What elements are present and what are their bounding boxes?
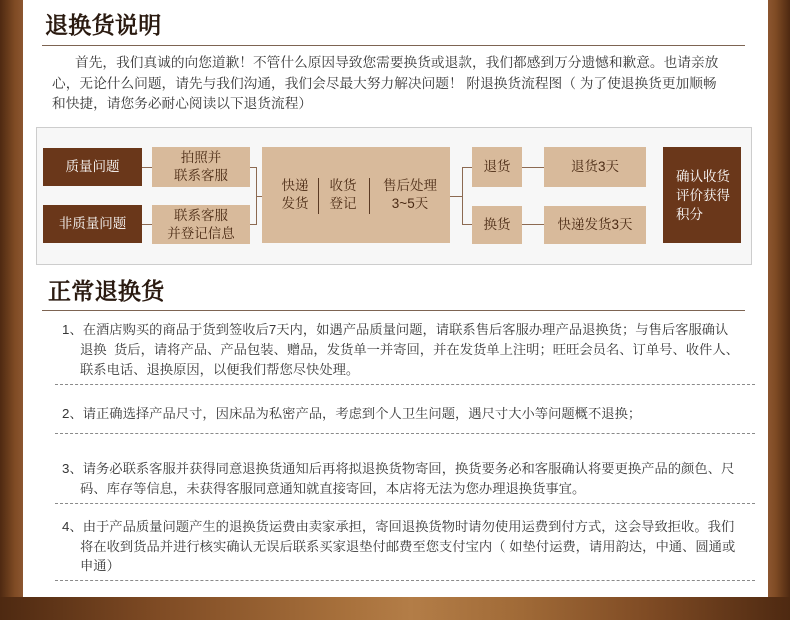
photo-contact-label: 拍照并	[180, 150, 222, 165]
return-time-label: 退货3天	[570, 159, 619, 174]
policy-line: 1、在酒店购买的商品于货到签收后7天内，如遇产品质量问题，请联系售后客服办理产品退换货；与售后客服确认	[62, 322, 729, 337]
frame-bottom-border	[0, 597, 790, 620]
intro-line: 和快捷，请您务必耐心阅读以下退货流程）	[52, 96, 313, 111]
step-label: 快递	[281, 178, 309, 193]
policy-line: 申通）	[80, 558, 120, 573]
contact-register-label: 并登记信息	[167, 225, 235, 241]
frame-left-border	[0, 0, 23, 620]
exchange-label: 换货	[483, 217, 511, 232]
step-divider	[369, 178, 370, 214]
contact-register-label: 联系客服	[174, 207, 228, 223]
exchange-box	[472, 206, 522, 244]
normal-returns-title: 正常退换货	[48, 278, 165, 304]
returns-notice-title-underline	[42, 45, 745, 46]
policy-line: 2、请正确选择产品尺寸，因床品为私密产品，考虑到个人卫生问题，遇尺寸大小等问题概不退换；	[62, 406, 642, 421]
finish-label: 评价获得	[676, 187, 730, 203]
step-label: 3~5天	[391, 196, 429, 211]
quality-issue-label: 质量问题	[65, 159, 120, 174]
intro-line: 首先，我们真诚的向您道歉！不管什么原因导致您需要换货或退款，我们都感到万分遗憾和歉意。也请亲放	[75, 55, 719, 70]
process-steps-box	[262, 147, 450, 243]
normal-returns-title-underline	[42, 310, 745, 311]
step-divider	[318, 178, 319, 214]
returns-notice-title: 退换货说明	[45, 12, 162, 38]
finish-label: 确认收货	[676, 168, 730, 184]
step-label: 发货	[281, 196, 309, 211]
connector-line	[142, 224, 152, 225]
connector-line	[522, 224, 544, 225]
non-quality-issue-box	[43, 205, 142, 243]
bracket-line	[462, 167, 472, 168]
connector-line	[522, 167, 544, 168]
exchange-time-box	[544, 206, 646, 244]
quality-issue-box	[43, 148, 142, 186]
dashed-divider	[55, 503, 755, 504]
return-box	[472, 147, 522, 187]
photo-contact-label: 联系客服	[174, 168, 228, 183]
contact-register-box	[152, 205, 250, 244]
policy-line: 退换 货后，请将产品、产品包装、赠品，发货单一并寄回，并在发货单上注明；旺旺会员名、订单号、收件人、	[80, 342, 739, 357]
step-receive	[322, 147, 364, 243]
policy-line: 将在收到货品并进行核实确认无误后联系买家退垫付邮费至您支付宝内（ 如垫付运费，请用韵达，中通、圆通或	[80, 539, 736, 554]
policy-line: 码、库存等信息，未获得客服同意通知就直接寄回，本店将无法为您办理退换货事宜。	[80, 481, 586, 496]
return-label: 退货	[483, 159, 511, 174]
dashed-divider	[55, 580, 755, 581]
bracket-line	[462, 224, 472, 225]
step-after-sales	[378, 147, 442, 243]
step-ship	[274, 147, 316, 243]
intro-line: 心，无论什么问题，请先与我们沟通，我们会尽最大努力解决问题！ 附退换货流程图（ 为了使退换货更加顺畅	[52, 76, 717, 91]
exchange-time-label: 快递发货3天	[557, 217, 633, 232]
policy-line: 联系电话、退换原因，以便我们帮您尽快处理。	[80, 362, 360, 377]
non-quality-issue-label: 非质量问题	[58, 216, 127, 231]
step-label: 收货	[329, 178, 357, 193]
dashed-divider	[55, 433, 755, 434]
return-time-box	[544, 147, 646, 187]
policy-line: 3、请务必联系客服并获得同意退换货通知后再将拟退换货物寄回，换货要务必和客服确认将要更换产品的颜色、尺	[62, 461, 735, 476]
photo-contact-box	[152, 147, 250, 187]
step-label: 登记	[329, 196, 357, 211]
frame-right-border	[768, 0, 790, 620]
bracket-line	[450, 196, 462, 197]
dashed-divider	[55, 384, 755, 385]
confirm-receipt-box	[663, 147, 741, 243]
step-label: 售后处理	[383, 178, 437, 193]
return-flow-chart	[36, 127, 752, 265]
bracket-line	[462, 167, 463, 225]
policy-line: 4、由于产品质量问题产生的退换货运费由卖家承担，寄回退换货物时请勿使用运费到付方式，这会导致拒收。我们	[62, 519, 735, 534]
connector-line	[142, 167, 152, 168]
finish-label: 积分	[676, 206, 703, 222]
